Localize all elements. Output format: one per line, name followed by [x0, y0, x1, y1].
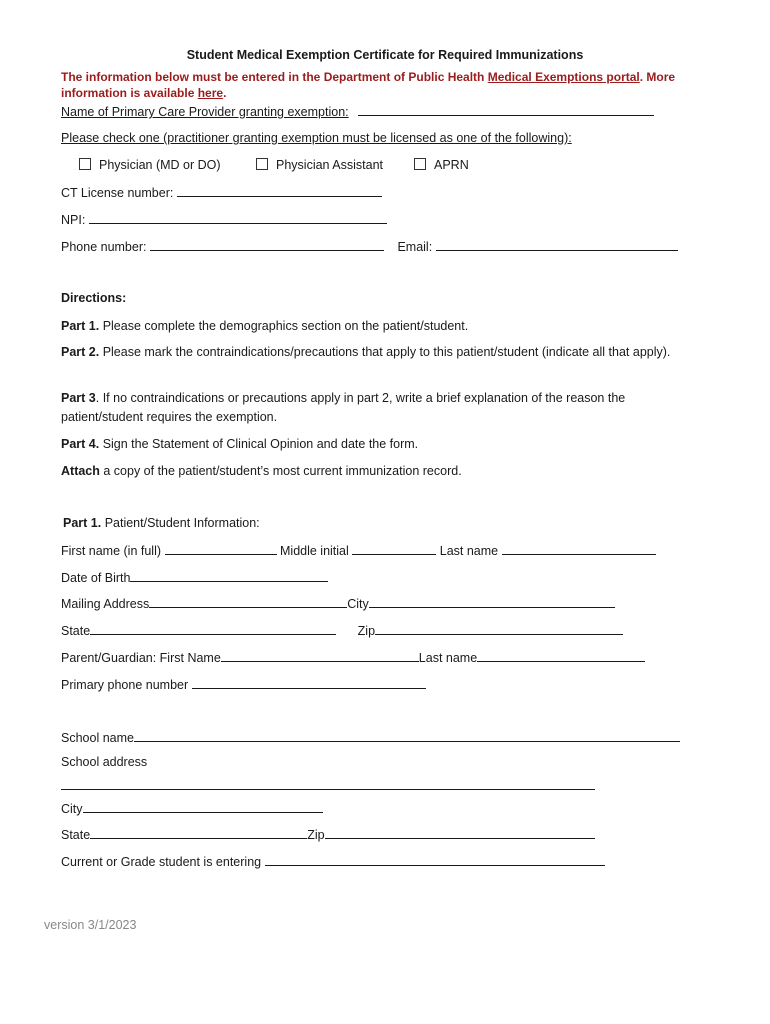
grade-label: Current or Grade student is entering: [61, 855, 262, 869]
student-name-row: [61, 542, 656, 558]
direction-part-3-text: . If no contraindications or precautions apply in part 2, write a brief explanation of the reason the patient/student requires the exemption.: [61, 391, 626, 424]
physician-checkbox[interactable]: [79, 158, 91, 170]
school-state-label: State: [61, 828, 91, 842]
physician-assistant-label: Physician Assistant: [276, 158, 383, 172]
state-field[interactable]: [90, 622, 336, 635]
direction-attach: [61, 462, 711, 481]
grade-row: [61, 853, 605, 869]
direction-part-3-lead: Part 3: [61, 391, 96, 405]
direction-part-1: [61, 317, 711, 336]
npi-row: [61, 211, 387, 227]
middle-initial-label: Middle initial: [280, 544, 349, 558]
direction-attach-lead: Attach: [61, 464, 100, 478]
part1-heading-lead: Part 1.: [63, 516, 102, 530]
npi-field[interactable]: [89, 211, 387, 224]
more-info-here-link[interactable]: here: [197, 86, 224, 100]
guardian-first-name-field[interactable]: [221, 649, 419, 662]
primary-phone-row: [61, 676, 426, 692]
option-physician[interactable]: [79, 158, 221, 172]
school-address-field[interactable]: [61, 777, 595, 790]
grade-field[interactable]: [265, 853, 605, 866]
state-label: State: [61, 624, 91, 638]
direction-part-1-lead: Part 1.: [61, 319, 100, 333]
license-row: [61, 184, 382, 200]
notice-text-3: .: [223, 86, 227, 100]
direction-part-1-text: Please complete the demographics section on the patient/student.: [99, 319, 469, 333]
part1-heading-text: Patient/Student Information:: [101, 516, 260, 530]
school-name-label: School name: [61, 731, 134, 745]
notice-text-2: . More information is available: [61, 70, 676, 100]
zip-label: Zip: [357, 624, 376, 638]
mailing-address-field[interactable]: [149, 595, 347, 608]
direction-part-2: [61, 343, 709, 362]
provider-name-field[interactable]: [358, 103, 654, 116]
school-name-row: [61, 729, 680, 745]
mailing-address-label: Mailing Address: [61, 597, 150, 611]
directions-heading: Directions:: [61, 291, 127, 305]
city-field[interactable]: [369, 595, 615, 608]
school-state-field[interactable]: [90, 826, 307, 839]
part1-heading: [63, 516, 260, 530]
school-address-row: [61, 777, 595, 793]
primary-phone-field[interactable]: [192, 676, 426, 689]
guardian-row: [61, 649, 645, 665]
portal-notice: [61, 69, 711, 101]
first-name-field[interactable]: [165, 542, 277, 555]
provider-phone-label: Phone number:: [61, 240, 147, 254]
last-name-field[interactable]: [502, 542, 656, 555]
dob-field[interactable]: [130, 569, 328, 582]
provider-name-label: Name of Primary Care Provider granting exemption:: [61, 105, 349, 119]
npi-label: NPI:: [61, 213, 86, 227]
option-physician-assistant[interactable]: [256, 158, 383, 172]
medical-exemptions-portal-link[interactable]: Medical Exemptions portal: [487, 70, 640, 84]
form-title: Student Medical Exemption Certificate for Required Immunizations: [186, 48, 584, 62]
school-zip-label: Zip: [307, 828, 325, 842]
direction-part-2-lead: Part 2.: [61, 345, 100, 359]
physician-assistant-checkbox[interactable]: [256, 158, 268, 170]
direction-part-3: [61, 389, 709, 427]
school-zip-field[interactable]: [325, 826, 595, 839]
license-label: CT License number:: [61, 186, 174, 200]
guardian-last-name-label: Last name: [418, 651, 478, 665]
provider-phone-field[interactable]: [150, 238, 384, 251]
physician-label: Physician (MD or DO): [99, 158, 221, 172]
provider-email-label: Email:: [397, 240, 433, 254]
aprn-label: APRN: [434, 158, 469, 172]
direction-part-4: [61, 435, 711, 454]
license-field[interactable]: [177, 184, 382, 197]
state-zip-row: [61, 622, 623, 638]
middle-initial-field[interactable]: [352, 542, 436, 555]
dob-label: Date of Birth: [61, 571, 131, 585]
license-type-instruction: Please check one (practitioner granting exemption must be licensed as one of the following):: [61, 131, 572, 145]
last-name-label: Last name: [439, 544, 499, 558]
mailing-address-row: [61, 595, 615, 611]
dob-row: [61, 569, 328, 585]
school-state-zip-row: [61, 826, 595, 842]
direction-attach-text: a copy of the patient/student’s most current immunization record.: [99, 464, 462, 478]
school-city-field[interactable]: [83, 800, 323, 813]
provider-name-row: [61, 103, 654, 119]
direction-part-2-text: Please mark the contraindications/precautions that apply to this patient/student (indicate all that apply).: [99, 345, 671, 359]
school-city-label: City: [61, 802, 83, 816]
zip-field[interactable]: [375, 622, 623, 635]
aprn-checkbox[interactable]: [414, 158, 426, 170]
school-name-field[interactable]: [134, 729, 680, 742]
phone-email-row: [61, 238, 678, 254]
notice-text-1: The information below must be entered in the Department of Public Health: [61, 70, 488, 84]
city-label: City: [347, 597, 369, 611]
direction-part-4-text: Sign the Statement of Clinical Opinion and date the form.: [99, 437, 419, 451]
school-city-row: [61, 800, 323, 816]
first-name-label: First name (in full): [61, 544, 162, 558]
guardian-last-name-field[interactable]: [477, 649, 645, 662]
primary-phone-label: Primary phone number: [61, 678, 189, 692]
direction-part-4-lead: Part 4.: [61, 437, 100, 451]
school-address-label: School address: [61, 755, 148, 769]
option-aprn[interactable]: [414, 158, 469, 172]
provider-email-field[interactable]: [436, 238, 678, 251]
guardian-first-name-label: Parent/Guardian: First Name: [61, 651, 221, 665]
version-label: version 3/1/2023: [44, 918, 137, 932]
